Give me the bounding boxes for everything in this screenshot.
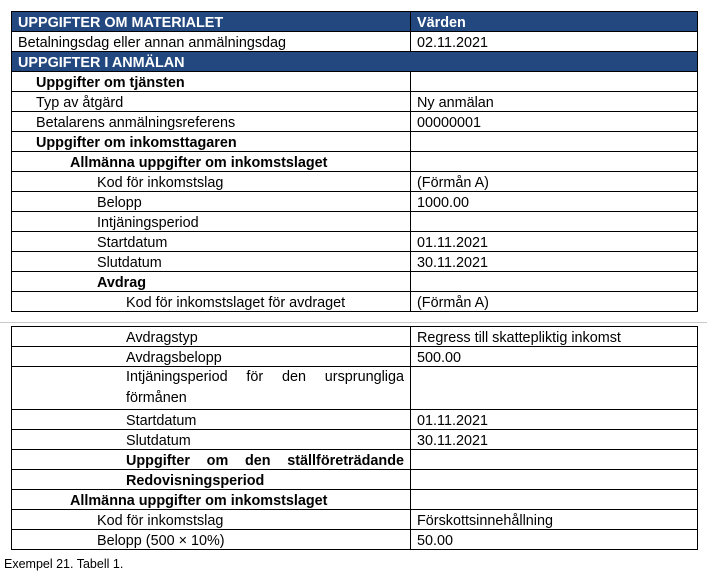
- table-row: [12, 232, 698, 252]
- data-table-part-2: [11, 326, 698, 550]
- row-label: Startdatum: [12, 410, 411, 430]
- row-label: Kod för inkomstslag: [12, 172, 411, 192]
- table-row: [12, 530, 698, 550]
- table-row: [12, 152, 698, 172]
- table-row: [12, 430, 698, 450]
- row-value: 01.11.2021: [411, 232, 698, 252]
- table-row: [12, 347, 698, 367]
- report-header-row: [12, 52, 698, 72]
- table-row: [12, 72, 698, 92]
- row-value: [411, 272, 698, 292]
- row-value: (Förmån A): [411, 172, 698, 192]
- table-row: [12, 490, 698, 510]
- row-value: [411, 367, 698, 410]
- table-row: [12, 212, 698, 232]
- row-label: Redovisningsperiod: [12, 470, 411, 490]
- table-row: [12, 272, 698, 292]
- table-caption: Exempel 21. Tabell 1.: [4, 557, 124, 571]
- row-label: Allmänna uppgifter om inkomstslaget: [12, 152, 411, 172]
- row-label: Slutdatum: [12, 252, 411, 272]
- row-label: Uppgifter om tjänsten: [12, 72, 411, 92]
- row-value: [411, 132, 698, 152]
- material-header-row: [12, 12, 698, 32]
- table-row: [12, 132, 698, 152]
- row-label: Avdrag: [12, 272, 411, 292]
- row-label: Intjäningsperiod för den ursprungliga förmånen: [12, 367, 411, 410]
- page-divider: [0, 322, 707, 323]
- table-row: [12, 192, 698, 212]
- row-label: Belopp (500 × 10%): [12, 530, 411, 550]
- row-label: Uppgifter om inkomsttagaren: [12, 132, 411, 152]
- row-label: Kod för inkomstslag: [12, 510, 411, 530]
- row-label: Kod för inkomstslaget för avdraget: [12, 292, 411, 312]
- row-label: Belopp: [12, 192, 411, 212]
- row-value: 30.11.2021: [411, 252, 698, 272]
- row-value: [411, 72, 698, 92]
- row-value: 30.11.2021: [411, 430, 698, 450]
- row-value: [411, 450, 698, 470]
- row-value: (Förmån A): [411, 292, 698, 312]
- row-value: 500.00: [411, 347, 698, 367]
- row-label: Startdatum: [12, 232, 411, 252]
- values-header-label: Värden: [411, 12, 698, 32]
- row-label: Betalningsdag eller annan anmälningsdag: [12, 32, 411, 52]
- table-row: [12, 470, 698, 490]
- table-row: [12, 252, 698, 272]
- row-label: Intjäningsperiod: [12, 212, 411, 232]
- row-value: [411, 152, 698, 172]
- table-row: [12, 450, 698, 470]
- row-value: [411, 490, 698, 510]
- row-label: Avdragsbelopp: [12, 347, 411, 367]
- table-row: [12, 410, 698, 430]
- table-row: [12, 292, 698, 312]
- row-value: 00000001: [411, 112, 698, 132]
- row-label: Betalarens anmälningsreferens: [12, 112, 411, 132]
- row-value: 02.11.2021: [411, 32, 698, 52]
- row-value: [411, 212, 698, 232]
- row-label: Avdragstyp: [12, 327, 411, 347]
- table-row: [12, 327, 698, 347]
- report-header-label: UPPGIFTER I ANMÄLAN: [12, 52, 698, 72]
- table-row: [12, 510, 698, 530]
- row-value: Ny anmälan: [411, 92, 698, 112]
- row-value: [411, 470, 698, 490]
- row-value: Förskottsinnehållning: [411, 510, 698, 530]
- row-value: 1000.00: [411, 192, 698, 212]
- table-row: [12, 32, 698, 52]
- table-row: [12, 367, 698, 410]
- row-label: Slutdatum: [12, 430, 411, 450]
- row-label: Allmänna uppgifter om inkomstslaget: [12, 490, 411, 510]
- data-table-part-1: [11, 11, 698, 312]
- material-header-label: UPPGIFTER OM MATERIALET: [12, 12, 411, 32]
- table-row: [12, 92, 698, 112]
- row-label: Typ av åtgärd: [12, 92, 411, 112]
- row-value: 01.11.2021: [411, 410, 698, 430]
- row-value: Regress till skattepliktig inkomst: [411, 327, 698, 347]
- table-row: [12, 172, 698, 192]
- row-label: Uppgifter om den ställföreträdande: [12, 450, 411, 470]
- row-value: 50.00: [411, 530, 698, 550]
- table-row: [12, 112, 698, 132]
